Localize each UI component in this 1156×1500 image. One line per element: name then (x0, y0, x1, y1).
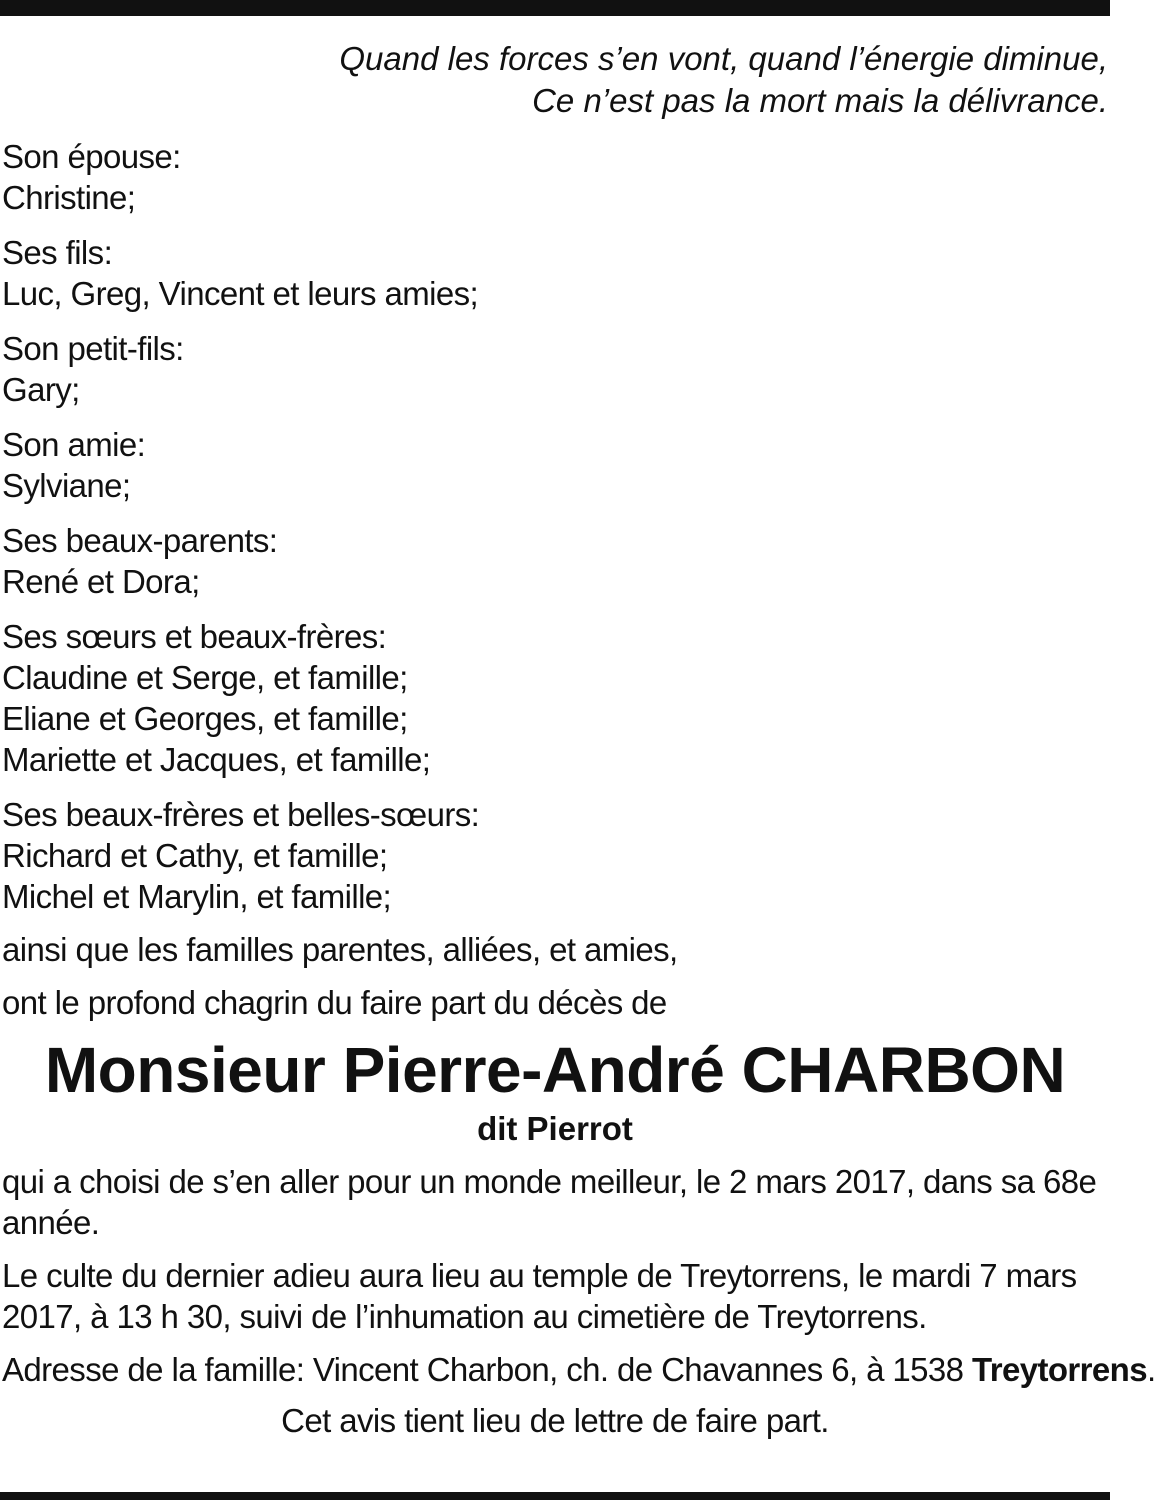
deceased-name: Monsieur Pierre-André CHARBON (44, 1034, 1066, 1106)
closing-family-line: ainsi que les familles parentes, alliées, et amies, (2, 931, 678, 968)
obituary-notice (2, 38, 1156, 1441)
family-group (2, 616, 1108, 780)
family-names: Luc, Greg, Vincent et leurs amies; (2, 275, 479, 312)
service-paragraph: Le culte du dernier adieu aura lieu au temple de Treytorrens, le mardi 7 mars 2017, à 13 h 30, suivi de l’inhumation au cimetière de Treytorrens. (2, 1257, 1077, 1335)
family-names: Mariette et Jacques, et famille; (2, 741, 431, 778)
address-town: Treytorrens (972, 1351, 1147, 1388)
family-names: Eliane et Georges, et famille; (2, 700, 408, 737)
family-names: René et Dora; (2, 563, 200, 600)
family-names: Claudine et Serge, et famille; (2, 659, 408, 696)
family-names: Sylviane; (2, 467, 131, 504)
announcement-line: ont le profond chagrin du faire part du décès de (2, 984, 667, 1021)
family-names: Christine; (2, 179, 136, 216)
family-names: Gary; (2, 371, 80, 408)
address-prefix: Adresse de la famille: Vincent Charbon, ch. de Chavannes 6, à 1538 (2, 1351, 972, 1388)
family-label: Ses fils: (2, 234, 113, 271)
deceased-nickname: dit Pierrot (477, 1110, 633, 1147)
quote-line: Quand les forces s’en vont, quand l’énergie diminue, (339, 40, 1108, 77)
epigraph-quote (2, 38, 1108, 122)
family-group (2, 232, 1108, 314)
death-paragraph: qui a choisi de s’en aller pour un monde meilleur, le 2 mars 2017, dans sa 68e année. (2, 1163, 1097, 1241)
family-names: Richard et Cathy, et famille; (2, 837, 388, 874)
quote-line: Ce n’est pas la mort mais la délivrance. (532, 82, 1108, 119)
family-names: Michel et Marylin, et famille; (2, 878, 392, 915)
family-label: Ses beaux-frères et belles-sœurs: (2, 796, 480, 833)
bottom-rule (0, 1492, 1110, 1500)
notice-line: Cet avis tient lieu de lettre de faire part. (281, 1402, 829, 1439)
family-label: Son amie: (2, 426, 146, 463)
family-group (2, 424, 1108, 506)
family-label: Son épouse: (2, 138, 181, 175)
family-group (2, 328, 1108, 410)
family-label: Son petit-fils: (2, 330, 184, 367)
family-label: Ses beaux-parents: (2, 522, 278, 559)
family-list (2, 136, 1108, 1023)
family-group (2, 794, 1108, 917)
family-group (2, 136, 1108, 218)
top-rule (0, 0, 1110, 16)
family-group (2, 520, 1108, 602)
address-paragraph (2, 1349, 1156, 1390)
address-suffix: . (1146, 1351, 1156, 1388)
family-label: Ses sœurs et beaux-frères: (2, 618, 387, 655)
